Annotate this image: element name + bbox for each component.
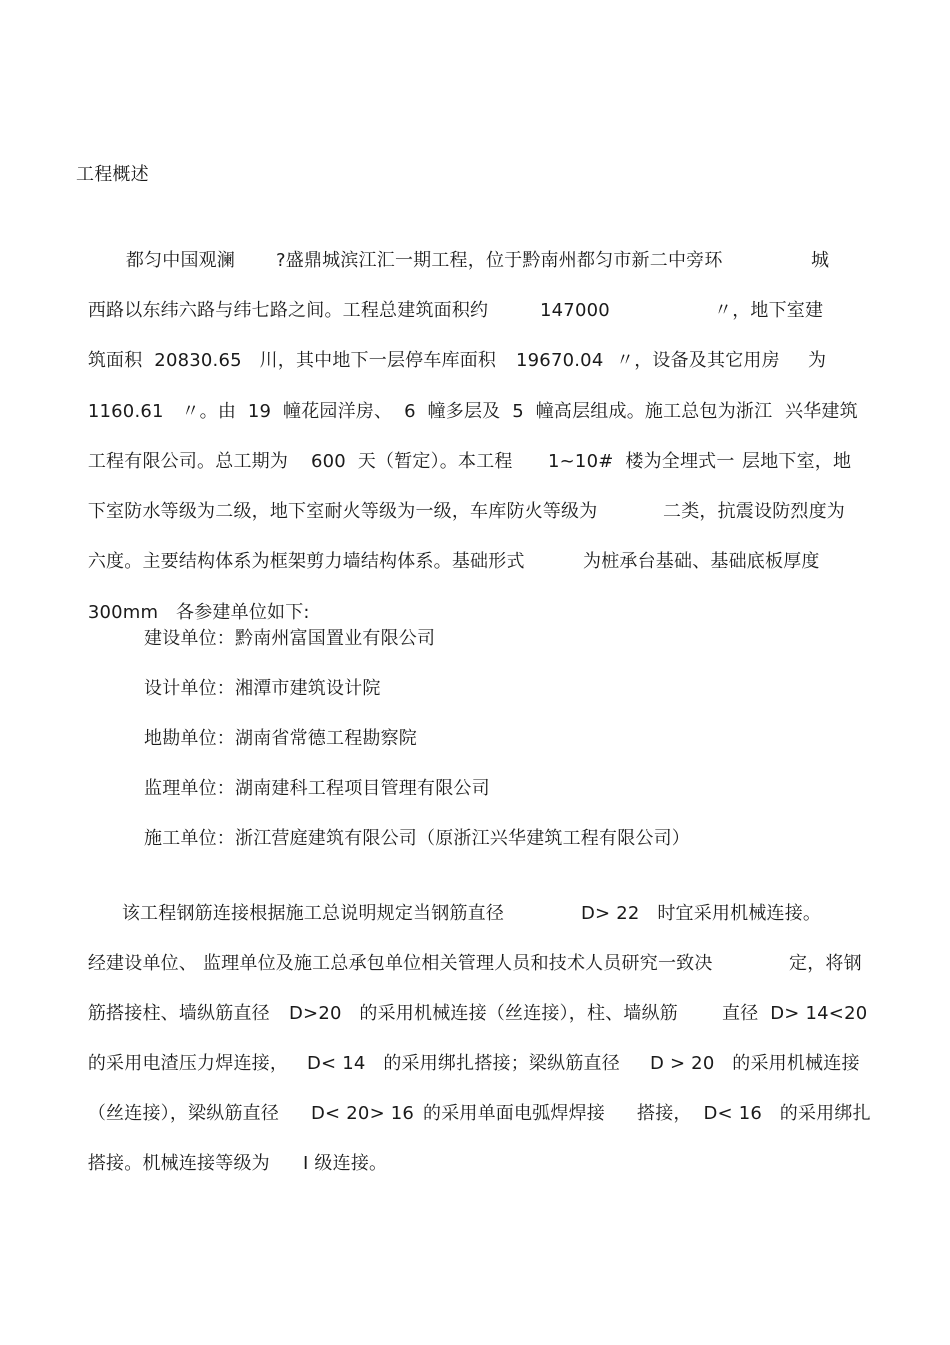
text-segment: 都匀中国观澜	[125, 250, 236, 271]
text-segment: 六度。主要结构体系为框架剪力墙结构体系。基础形式	[87, 551, 525, 572]
text-segment: 城	[811, 250, 830, 271]
text-segment: （丝连接），梁纵筋直径	[87, 1103, 280, 1124]
unit-contractor: 施工单位：浙江营庭建筑有限公司（原浙江兴华建筑工程有限公司）	[144, 828, 690, 849]
text-segment: 的采用电渣压力焊连接，	[87, 1053, 289, 1074]
paragraph-2-line-5	[76, 1078, 871, 1126]
paragraph-1-line-7	[76, 526, 820, 574]
text-segment: 下室防水等级为二级，地下室耐火等级为一级，车库防火等级为	[87, 501, 598, 522]
text-segment: 层地下室，地	[742, 451, 852, 472]
unit-supervision: 监理单位：湖南建科工程项目管理有限公司	[144, 778, 490, 799]
unit-construction: 建设单位：黔南州富国置业有限公司	[144, 628, 436, 649]
unit-design: 设计单位：湘潭市建筑设计院	[144, 678, 381, 699]
text-segment: 〃，地下室建	[714, 300, 824, 321]
paragraph-2-line-2	[76, 928, 862, 976]
text-segment: 〃，设备及其它用房	[616, 350, 780, 371]
paragraph-2-line-4	[76, 1028, 860, 1076]
unit-survey: 地勘单位：湖南省常德工程勘察院	[144, 728, 417, 749]
paragraph-1-line-6	[76, 476, 845, 524]
text-segment: 1~10# 楼为全埋式一	[548, 451, 735, 472]
paragraph-1-line-3	[76, 325, 827, 373]
text-segment: 西路以东纬六路与纬七路之间。工程总建筑面积约	[87, 300, 489, 321]
text-segment: D< 20> 16	[311, 1103, 415, 1124]
paragraph-2-line-3	[76, 978, 868, 1026]
paragraph-1-line-5	[76, 426, 852, 474]
paragraph-1-line-4	[76, 376, 858, 424]
text-segment: 直径 D> 14<20	[722, 1003, 868, 1024]
text-segment: 1160.61 〃。由 19 幢花园洋房、 6 幢多层及 5 幢高层组成。施工总包为浙江	[87, 401, 773, 422]
text-segment: 筑面积 20830.65 川，其中地下一层停车库面积	[87, 350, 497, 371]
text-segment: 600 天（暂定）。本工程	[311, 451, 513, 472]
page-title: 工程概述	[76, 164, 149, 185]
text-segment: 的采用单面电弧焊焊接	[423, 1103, 605, 1124]
text-segment: 兴华建筑	[785, 401, 858, 422]
text-segment: D> 22 时宜采用机械连接。	[581, 903, 822, 924]
paragraph-1-line-1	[114, 225, 830, 273]
paragraph-1-line-2	[76, 275, 824, 323]
text-segment: 搭接。机械连接等级为	[87, 1153, 270, 1174]
text-segment: 工程有限公司。总工期为	[87, 451, 289, 472]
paragraph-2-line-6	[76, 1128, 388, 1176]
text-segment: 经建设单位、 监理单位及施工总承包单位相关管理人员和技术人员研究一致决	[87, 953, 713, 974]
text-segment: 定，将钢	[789, 953, 862, 974]
text-segment: D< 14 的采用绑扎搭接；梁纵筋直径	[307, 1053, 620, 1074]
text-segment: 300mm 各参建单位如下:	[87, 602, 310, 623]
text-segment: 搭接， D< 16 的采用绑扎	[637, 1103, 871, 1124]
text-segment: D > 20 的采用机械连接	[650, 1053, 860, 1074]
text-segment: 二类，抗震设防烈度为	[663, 501, 845, 522]
text-segment: 19670.04	[516, 350, 604, 371]
text-segment: I 级连接。	[303, 1153, 388, 1174]
text-segment: D>20 的采用机械连接（丝连接），柱、墙纵筋	[289, 1003, 679, 1024]
text-segment: 为	[808, 350, 827, 371]
text-segment: ?盛鼎城滨江汇一期工程，位于黔南州都匀市新二中旁环	[276, 250, 723, 271]
paragraph-2-line-1	[110, 878, 822, 926]
text-segment: 该工程钢筋连接根据施工总说明规定当钢筋直径	[121, 903, 505, 924]
text-segment: 筋搭接柱、墙纵筋直径	[87, 1003, 270, 1024]
text-segment: 147000	[540, 300, 610, 321]
paragraph-1-line-8	[76, 577, 310, 625]
text-segment: 为桩承台基础、基础底板厚度	[583, 551, 820, 572]
